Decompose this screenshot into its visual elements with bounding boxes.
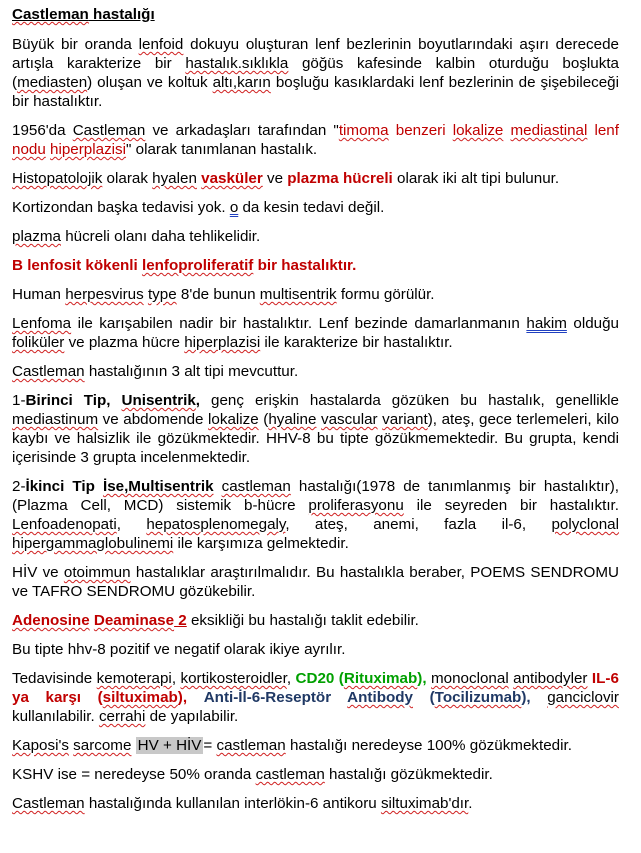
text-run: castleman <box>255 766 325 783</box>
text-run: olduğu <box>566 315 619 332</box>
text-run: Histopatolojik <box>12 170 103 187</box>
text-run: polyclonal <box>551 516 619 533</box>
text-run: 2 <box>174 612 187 629</box>
text-run: Tedavisinde <box>12 670 97 687</box>
text-run: plazma hücreli <box>287 170 393 187</box>
text-run: Adenosine <box>12 612 90 629</box>
text-run: lokalize <box>208 411 259 428</box>
text-run: eksikliği bu hastalığı taklit edebilir. <box>186 612 419 629</box>
text-run: Bu tipte hhv-8 pozitif ve negatif olarak ikiye ayrılır. <box>12 641 346 658</box>
text-run: genç erişkin hastalarda gözüken bu hastalık, genellikle <box>200 392 620 409</box>
text-run: bir hastalıktır. <box>253 257 357 274</box>
paragraph-p18 <box>12 794 619 813</box>
text-run: ve <box>262 170 288 187</box>
text-run: CD20 ( <box>295 670 344 687</box>
text-run: plazma <box>12 228 61 245</box>
paragraph-p1 <box>12 35 619 111</box>
text-run: HV + HİV <box>137 737 202 754</box>
text-run: B lenfosit kökenli <box>12 257 142 274</box>
text-run: KSHV ise = neredeyse 50% oranda <box>12 766 256 783</box>
text-run: ile karşımıza gelmektedir. <box>173 535 349 552</box>
paragraph-p11 <box>12 477 619 553</box>
paragraph-p15 <box>12 669 619 726</box>
text-run: , <box>116 516 147 533</box>
text-run: timoma <box>338 122 389 139</box>
text-run: sarcome <box>73 737 132 754</box>
text-run: = <box>203 737 217 754</box>
document-title <box>12 5 619 24</box>
text-run: lenfoproliferatif <box>141 257 254 274</box>
text-run: vasküler <box>201 170 263 187</box>
text-run: lokalize <box>452 122 504 139</box>
text-run: Rituximab <box>343 670 418 687</box>
text-run: boşluğu kasıklardaki lenf bezlerinin de şişebileceği bir hastalıktır. <box>12 74 620 110</box>
text-run: hücreli olanı daha tehlikelidir. <box>60 228 261 245</box>
text-run: hakim <box>526 315 567 332</box>
text-run: ve abdomende <box>98 411 209 428</box>
paragraph-p3 <box>12 169 619 188</box>
text-run: lenf <box>587 122 619 139</box>
text-run: Antibody <box>347 689 413 706</box>
text-run: HİV ve <box>12 564 64 581</box>
text-run: 1- <box>12 392 26 409</box>
text-run: ( <box>258 411 269 428</box>
text-run: Birinci Tip, <box>25 392 122 409</box>
text-run: ile karışabilen nadir bir hastalıktır. Lenf bezinde damarlanmanın <box>71 315 527 332</box>
text-run: Tocilizumab <box>434 689 522 706</box>
text-run: Human <box>12 286 66 303</box>
paragraph-p5 <box>12 227 619 246</box>
text-run: formu görülür. <box>336 286 435 303</box>
text-run: ), <box>521 689 531 706</box>
text-run: Unisentrik <box>121 392 196 409</box>
text-run: kortikosteroidler <box>180 670 287 687</box>
text-run: hastalık.sıklıkla <box>185 55 289 72</box>
text-run: monoclonal <box>431 670 509 687</box>
paragraph-p8 <box>12 314 619 352</box>
text-run: kullanılabilir. <box>12 708 99 725</box>
text-run: 1956'da <box>12 122 73 139</box>
text-run: , <box>195 392 201 409</box>
text-run: Lenfoma <box>12 315 72 332</box>
text-run: hastalığında kullanılan interlökin-6 antikoru <box>84 795 381 812</box>
text-run: ve plazma hücre <box>64 334 185 351</box>
text-run: IL-6 ya karşı ( <box>12 670 619 706</box>
text-run: İse,Multisentrik <box>102 478 214 495</box>
text-run: altı,karın <box>212 74 271 91</box>
text-run: ve arkadaşları tarafından " <box>145 122 339 139</box>
text-run: olarak <box>102 170 153 187</box>
text-run: hastalığının 3 alt tipi mevcuttur. <box>84 363 299 380</box>
text-run: mediastinal <box>510 122 588 139</box>
document-body <box>12 5 619 813</box>
text-run: ganciclovir <box>547 689 619 706</box>
text-run: nodu <box>12 141 46 158</box>
paragraph-p12 <box>12 563 619 601</box>
text-run: hyalen <box>152 170 197 187</box>
text-run: ile karakterize bir hastalıktır. <box>260 334 453 351</box>
text-run: . <box>468 795 473 812</box>
text-run: ) oluşan ve koltuk <box>87 74 213 91</box>
text-run: de yapılabilir. <box>145 708 239 725</box>
text-run: ile seyreden bir hastalıktır. <box>403 497 619 514</box>
text-run: 2- <box>12 478 26 495</box>
paragraph-p7 <box>12 285 619 304</box>
text-run: hiperplazisi <box>50 141 127 158</box>
text-run: hepatosplenomegaly <box>146 516 286 533</box>
text-run: , ateş, anemi, fazla il-6, <box>285 516 552 533</box>
text-run: da kesin tedavi değil. <box>238 199 385 216</box>
text-run: Castleman <box>72 122 146 139</box>
text-run: type <box>147 286 177 303</box>
text-run: Lenfoadenopati <box>12 516 117 533</box>
text-run: ( <box>412 689 435 706</box>
text-run: 8'de bunun <box>176 286 260 303</box>
text-run: hastalıklar araştırılmalıdır. Bu hastalıkla beraber, POEMS SENDROMU ve TAFRO SENDROMU gözükebilir. <box>12 564 619 600</box>
paragraph-p13 <box>12 611 619 630</box>
text-run: , <box>171 670 181 687</box>
paragraph-p10 <box>12 391 619 467</box>
text-run: mediasten <box>17 74 88 91</box>
text-run: foliküler <box>12 334 65 351</box>
text-run: göğüs kafesinde kalbin oturduğu boşlukta ( <box>12 55 620 91</box>
text-run: castleman <box>216 737 286 754</box>
text-run: Deaminase <box>93 612 175 629</box>
text-run: hastalığı neredeyse 100% gözükmektedir. <box>285 737 572 754</box>
text-run: Kaposi's <box>12 737 69 754</box>
text-run: otoimmun <box>63 564 131 581</box>
text-run: Kortizondan başka tedavisi yok. <box>12 199 230 216</box>
text-run: proliferasyonu <box>308 497 404 514</box>
text-run: hastalığı(1978 de tanımlanmış bir hastalıktır), (Plazma Cell, MCD) sistemik b-hücre <box>12 478 619 514</box>
text-run: " olarak tanımlanan hastalık. <box>126 141 318 158</box>
text-run: Anti-İl-6-Reseptör <box>203 689 348 706</box>
text-run: multisentrik <box>259 286 337 303</box>
text-run: olarak iki alt tipi bulunur. <box>392 170 560 187</box>
paragraph-p2 <box>12 121 619 159</box>
text-run <box>187 689 204 706</box>
text-run: Castleman <box>12 6 89 23</box>
text-run: ), ateş, gece terlemeleri, kilo kaybı ve halsizlik ile gözükmektedir. HHV-8 bu tipte gözükmemektedir. Bu grupta, kendi içerisinde 3 grupta incelenmektedir. <box>12 411 619 466</box>
text-run: dokuyu oluşturan lenf bezlerinin boyutlarındaki aşırı derecede artışla karakterize bir <box>12 36 619 72</box>
text-run: benzeri <box>388 122 453 139</box>
paragraph-p14 <box>12 640 619 659</box>
text-run: Castleman <box>12 795 85 812</box>
text-run: herpesvirus <box>65 286 144 303</box>
text-run: cerrahi <box>98 708 146 725</box>
text-run: castleman <box>221 478 291 495</box>
text-run: ), <box>177 689 188 706</box>
paragraph-p4 <box>12 198 619 217</box>
text-run: kemoterapi <box>96 670 172 687</box>
text-run <box>503 122 510 139</box>
text-run: hiperplazisi <box>184 334 261 351</box>
text-run: Büyük bir oranda <box>12 36 139 53</box>
text-run: antibodyler <box>513 670 588 687</box>
text-run: ), <box>417 670 427 687</box>
text-run: mediastinum <box>12 411 99 428</box>
text-run: Castleman <box>12 363 85 380</box>
text-run: hastalığı gözükmektedir. <box>324 766 493 783</box>
text-run: , <box>286 670 296 687</box>
text-run: hyaline <box>268 411 317 428</box>
text-run: siltuximab'dır <box>380 795 469 812</box>
text-run <box>214 478 222 495</box>
text-run <box>531 689 548 706</box>
paragraph-p9 <box>12 362 619 381</box>
text-run: hipergammaglobulinemi <box>12 535 174 552</box>
paragraph-p6 <box>12 256 619 275</box>
text-run: siltuximab <box>102 689 178 706</box>
text-run: vascular <box>321 411 378 428</box>
text-run: İkinci Tip <box>25 478 103 495</box>
text-run: hastalığı <box>88 6 155 23</box>
text-run: lenfoid <box>138 36 184 53</box>
text-run: variant <box>382 411 428 428</box>
paragraph-p17 <box>12 765 619 784</box>
paragraph-p16 <box>12 736 619 755</box>
text-run: o <box>229 199 239 216</box>
